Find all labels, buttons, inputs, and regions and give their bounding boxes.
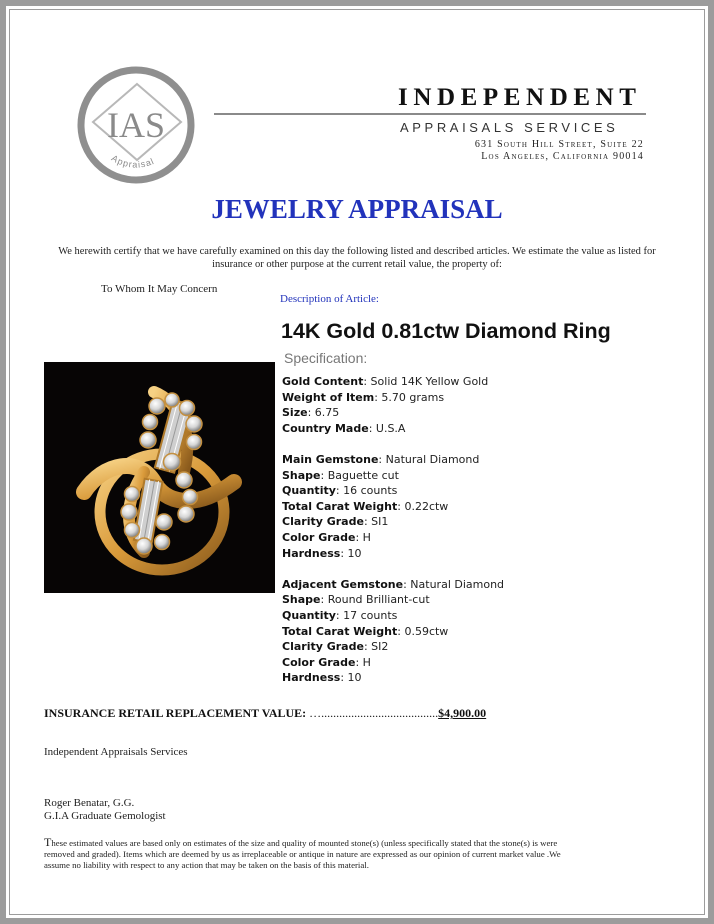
certification-text: We herewith certify that we have carefully examined on this day the following listed and described articles. We estimate the value as listed for insurance or other purpose at the current retail value, the property of: — [58, 246, 656, 270]
specifications-list — [282, 374, 504, 686]
spec-row — [282, 468, 504, 484]
spec-value: 16 counts — [343, 484, 398, 498]
spec-row — [282, 608, 504, 624]
insurance-value-amount: $4,900.00 — [438, 706, 487, 720]
spec-row — [282, 624, 504, 640]
spec-row — [282, 483, 504, 499]
address-line-2: Los Angeles, California 90014 — [481, 151, 644, 162]
spec-row — [282, 639, 504, 655]
spec-label: Size — [282, 406, 308, 420]
spec-label: Hardness — [282, 671, 341, 685]
spec-separator: : — [378, 452, 386, 466]
spec-label: Weight of Item — [282, 390, 375, 404]
spec-row — [282, 592, 504, 608]
spec-label: Hardness — [282, 546, 341, 560]
adjacent-gemstone-specs — [282, 577, 504, 686]
spec-value: Solid 14K Yellow Gold — [370, 375, 489, 388]
spec-value: H — [362, 530, 371, 544]
spec-label: Total Carat Weight — [282, 624, 398, 638]
spec-row — [282, 374, 504, 390]
insurance-value-label: INSURANCE RETAIL REPLACEMENT VALUE: — [44, 706, 307, 720]
footer-company: Independent Appraisals Services — [44, 746, 188, 758]
spec-row — [282, 655, 504, 671]
spec-separator: : — [403, 577, 411, 591]
spec-separator: : — [355, 530, 363, 544]
spec-row — [282, 577, 504, 593]
spec-separator: : — [335, 484, 344, 498]
company-subtitle: APPRAISALS SERVICES — [400, 120, 619, 135]
document-title: JEWELRY APPRAISAL — [211, 194, 503, 224]
disclaimer-text: hese estimated values are based only on estimates of the size and quality of mounted stone(s) (unless specifically stated that the stone(s) is were removed and graded). Items which are deemed by us as irreplaceable or antique in nature are expressed as our opinion of current market value .We assume no liability with respect to any action that may be taken on the basis of this material. — [44, 838, 561, 870]
spec-separator: : — [363, 640, 372, 654]
spec-separator: : — [363, 375, 371, 388]
spec-row — [282, 530, 504, 546]
insurance-value-line — [44, 706, 486, 721]
main-gemstone-specs — [282, 452, 504, 561]
spec-separator: : — [363, 515, 372, 529]
spec-label: Quantity — [282, 484, 336, 498]
disclaimer-initial: T — [44, 835, 52, 849]
address-line-1: 631 South Hill Street, Suite 22 — [474, 139, 644, 150]
spec-value: 0.59ctw — [404, 624, 449, 638]
spec-label: Clarity Grade — [282, 515, 364, 529]
spec-value: 10 — [347, 671, 362, 685]
spec-separator: : — [397, 624, 405, 638]
company-name: INDEPENDENT — [398, 84, 642, 111]
logo-text: IAS — [106, 105, 166, 145]
signer-block — [44, 797, 166, 823]
spec-value: 0.22ctw — [404, 499, 449, 513]
spec-separator: : — [320, 468, 328, 482]
spec-row — [282, 421, 504, 437]
spec-separator: : — [340, 546, 348, 560]
spec-label: Color Grade — [282, 655, 356, 669]
ias-logo — [77, 66, 195, 184]
header-divider — [214, 113, 646, 115]
spec-row — [282, 546, 504, 562]
spec-separator: : — [340, 671, 348, 685]
spec-separator: : — [368, 421, 376, 435]
spec-spacer — [282, 561, 504, 577]
disclaimer — [44, 837, 584, 871]
spec-value: SI2 — [371, 640, 389, 654]
spec-row — [282, 514, 504, 530]
spec-value: U.S.A — [375, 421, 406, 435]
spec-separator: : — [374, 390, 382, 404]
spec-label: Adjacent Gemstone — [282, 577, 404, 591]
spec-value: Baguette cut — [327, 468, 399, 482]
spec-value: 5.70 grams — [381, 390, 445, 404]
item-title: 14K Gold 0.81ctw Diamond Ring — [281, 319, 611, 343]
spec-value: Natural Diamond — [385, 452, 480, 466]
ring-photo — [44, 362, 275, 593]
spec-row — [282, 390, 504, 406]
spec-value: SI1 — [371, 515, 389, 529]
spec-label: Country Made — [282, 421, 369, 435]
spec-label: Total Carat Weight — [282, 499, 398, 513]
spec-row — [282, 499, 504, 515]
spec-label: Shape — [282, 593, 321, 607]
signer-name: Roger Benatar, G.G. — [44, 797, 135, 809]
spec-value: H — [362, 655, 371, 669]
signer-title: G.I.A Graduate Gemologist — [44, 810, 166, 822]
logo-ring-text: Appraisal — [109, 152, 156, 170]
spec-value: 10 — [347, 546, 362, 560]
spec-value: Natural Diamond — [410, 577, 505, 591]
spec-separator: : — [335, 608, 344, 622]
spec-separator: : — [397, 499, 405, 513]
spec-value: 6.75 — [314, 406, 340, 420]
value-leader-dots: …....................................... — [306, 706, 439, 720]
spec-label: Gold Content — [282, 375, 364, 388]
spec-row — [282, 670, 504, 686]
spec-label: Color Grade — [282, 530, 356, 544]
specification-label: Specification: — [284, 350, 368, 366]
description-label: Description of Article: — [280, 293, 379, 305]
spec-separator: : — [307, 406, 315, 420]
spec-separator: : — [320, 593, 328, 607]
spec-label: Shape — [282, 468, 321, 482]
spec-separator: : — [355, 655, 363, 669]
spec-label: Quantity — [282, 608, 336, 622]
spec-row — [282, 405, 504, 421]
recipient: To Whom It May Concern — [101, 283, 218, 295]
spec-label: Clarity Grade — [282, 640, 364, 654]
spec-value: Round Brilliant-cut — [327, 593, 430, 607]
spec-spacer — [282, 436, 504, 452]
general-specs — [282, 374, 504, 436]
spec-row — [282, 452, 504, 468]
spec-label: Main Gemstone — [282, 452, 379, 466]
spec-value: 17 counts — [343, 608, 398, 622]
